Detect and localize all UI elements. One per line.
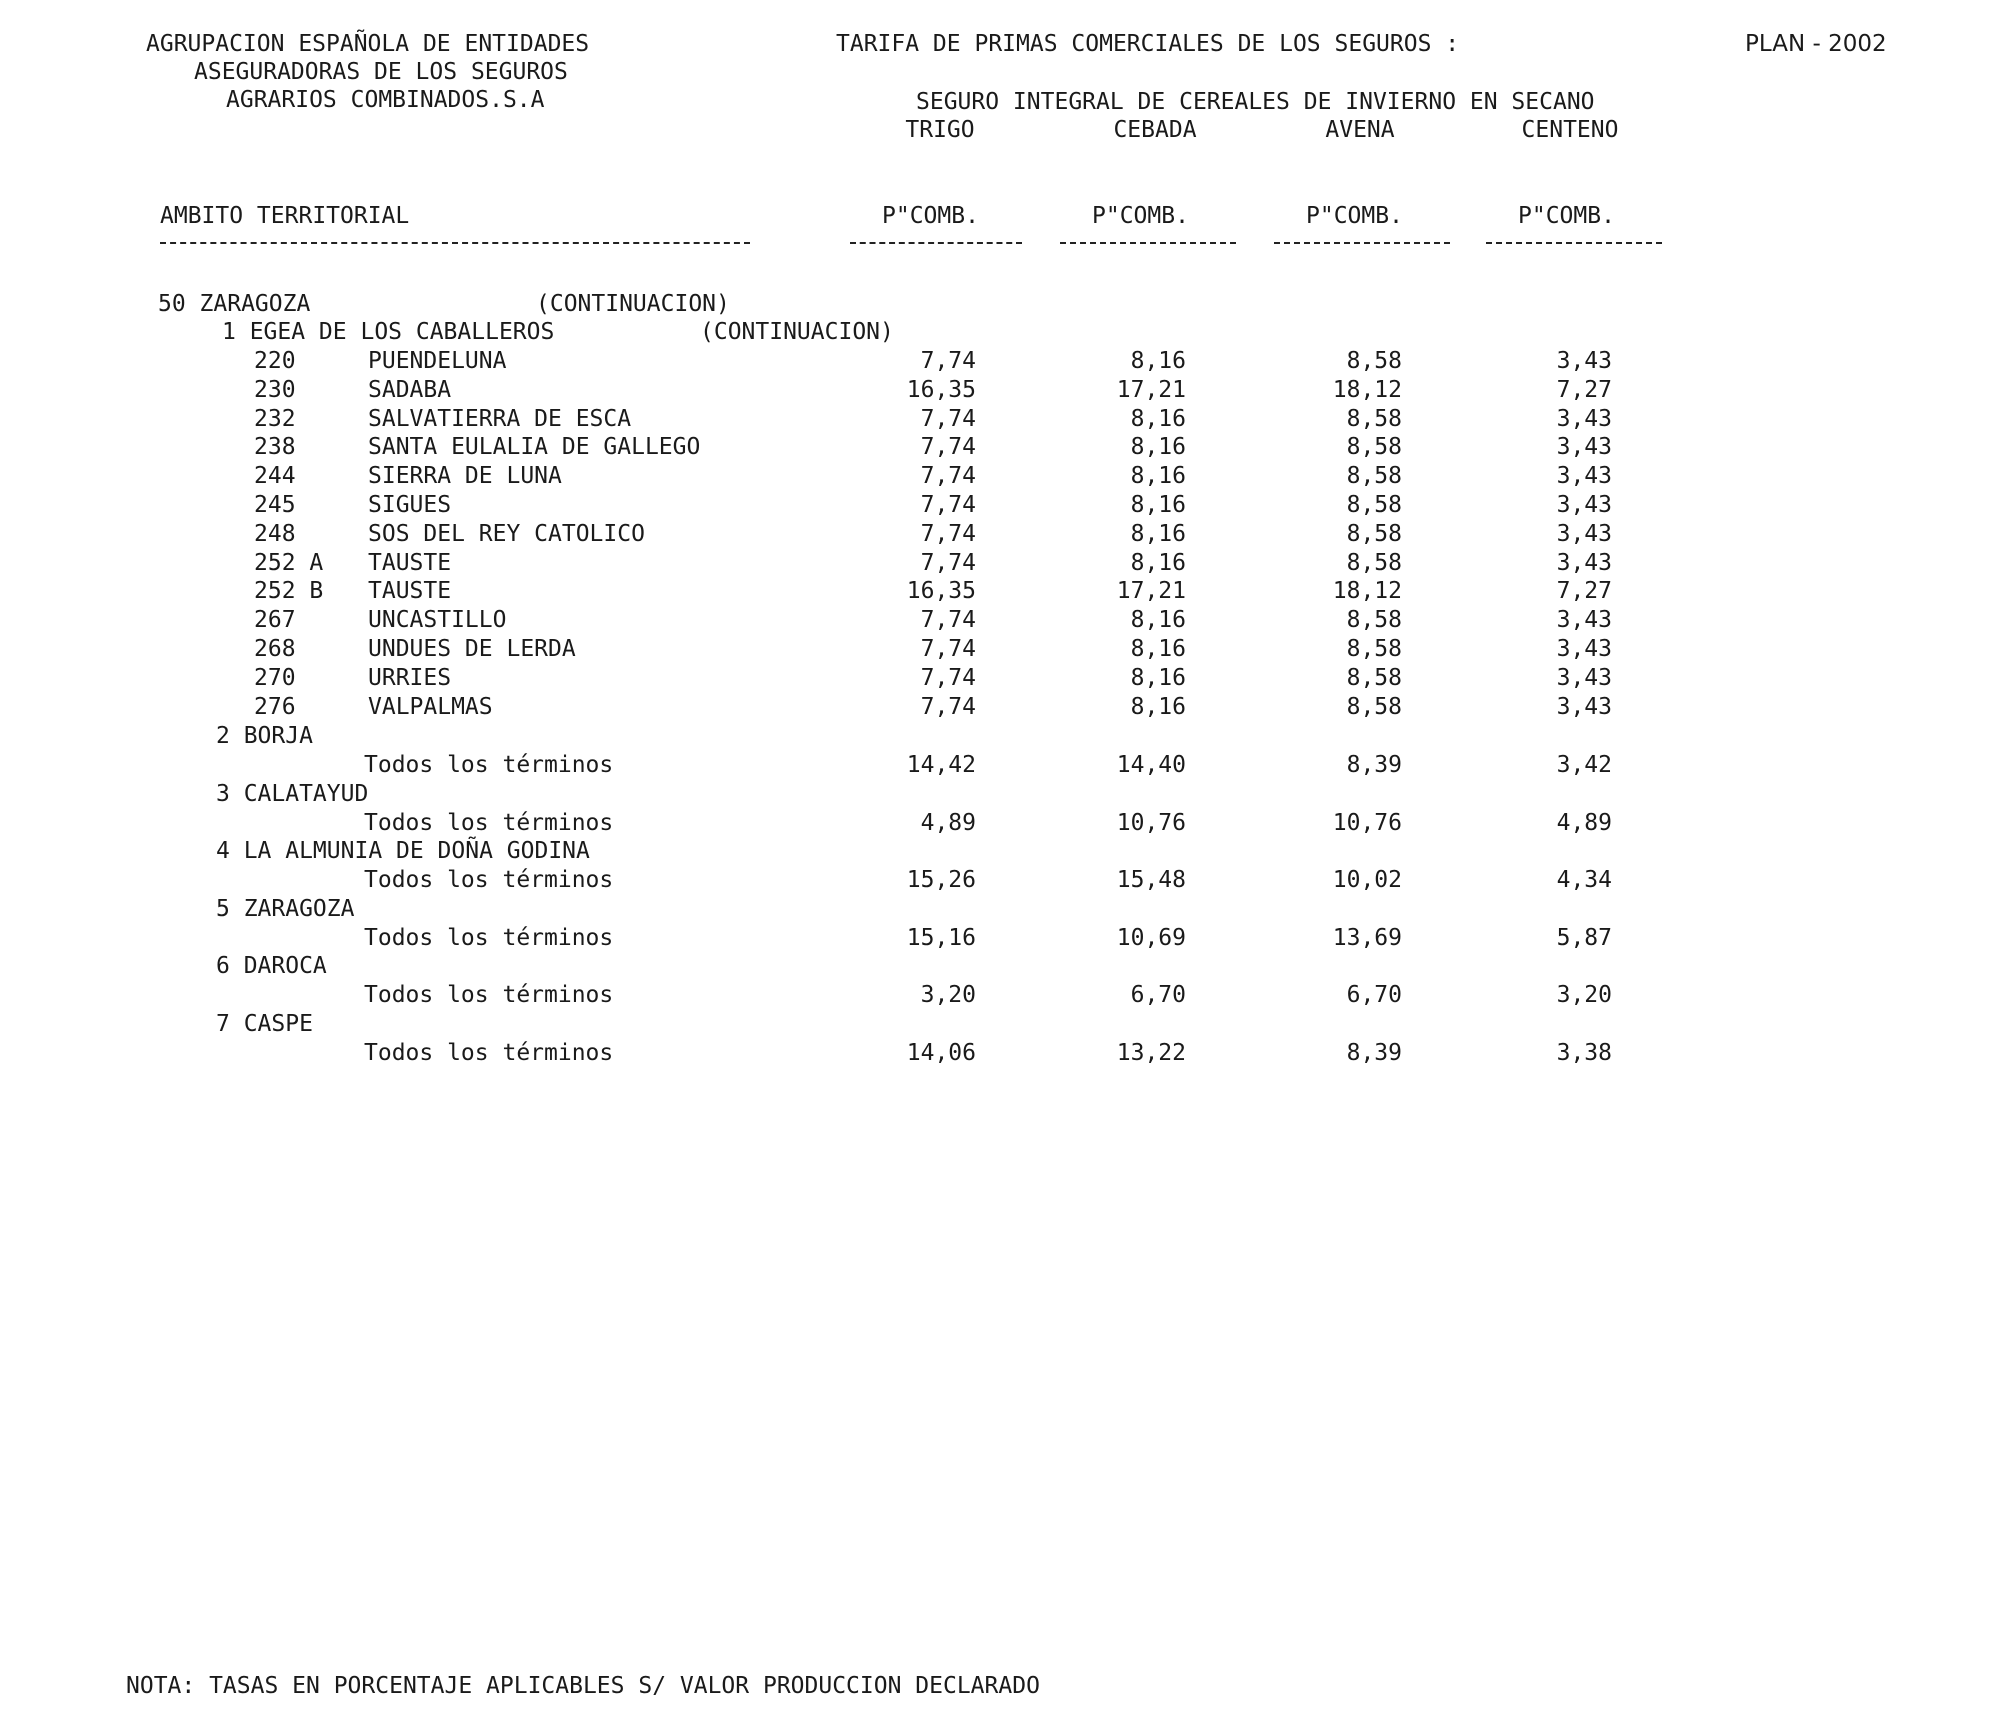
value-centeno: 3,43 xyxy=(1556,492,1612,518)
value-trigo: 7,74 xyxy=(920,665,976,691)
comarca-label: 2 BORJA xyxy=(216,723,313,749)
ambito-underline xyxy=(160,242,750,244)
value-trigo: 14,42 xyxy=(906,752,976,778)
value-avena: 10,76 xyxy=(1332,810,1402,836)
municipality-code: 245 xyxy=(254,492,296,518)
municipality-name: SIERRA DE LUNA xyxy=(368,463,562,489)
comarca-label: 6 DAROCA xyxy=(216,953,327,979)
value-centeno: 7,27 xyxy=(1556,377,1612,403)
tarifa-title: TARIFA DE PRIMAS COMERCIALES DE LOS SEGUROS : xyxy=(836,31,1460,57)
value-trigo: 15,16 xyxy=(906,925,976,951)
value-centeno: 3,43 xyxy=(1556,521,1612,547)
col-underline-centeno xyxy=(1486,242,1662,244)
value-avena: 8,39 xyxy=(1346,752,1402,778)
value-trigo: 16,35 xyxy=(906,578,976,604)
todos-terminos-label: Todos los términos xyxy=(364,867,614,893)
municipality-name: UNCASTILLO xyxy=(368,607,507,633)
value-centeno: 3,43 xyxy=(1556,463,1612,489)
value-centeno: 3,43 xyxy=(1556,434,1612,460)
comarca-label: 5 ZARAGOZA xyxy=(216,896,355,922)
col-underline-cebada xyxy=(1060,242,1236,244)
todos-terminos-label: Todos los términos xyxy=(364,810,614,836)
value-centeno: 7,27 xyxy=(1556,578,1612,604)
value-avena: 18,12 xyxy=(1332,578,1402,604)
value-cebada: 8,16 xyxy=(1130,665,1186,691)
todos-terminos-label: Todos los términos xyxy=(364,1040,614,1066)
municipality-code: 252 B xyxy=(254,578,324,604)
org-name-line1: AGRUPACION ESPAÑOLA DE ENTIDADES xyxy=(146,31,590,57)
comarca-label: 7 CASPE xyxy=(216,1011,313,1037)
ambito-header: AMBITO TERRITORIAL xyxy=(160,203,410,229)
municipality-name: SOS DEL REY CATOLICO xyxy=(368,521,645,547)
todos-terminos-label: Todos los términos xyxy=(364,925,614,951)
value-cebada: 8,16 xyxy=(1130,550,1186,576)
municipality-name: SALVATIERRA DE ESCA xyxy=(368,406,632,432)
municipality-code: 238 xyxy=(254,434,296,460)
crop-trigo: TRIGO xyxy=(905,117,975,143)
value-cebada: 13,22 xyxy=(1116,1040,1186,1066)
province-continuation: (CONTINUACION) xyxy=(536,291,730,317)
value-centeno: 3,20 xyxy=(1556,982,1612,1008)
value-avena: 8,58 xyxy=(1346,492,1402,518)
plan-label: PLAN - 2002 xyxy=(1745,31,1887,57)
value-cebada: 8,16 xyxy=(1130,463,1186,489)
value-avena: 8,58 xyxy=(1346,521,1402,547)
municipality-name: VALPALMAS xyxy=(368,694,493,720)
municipality-code: 267 xyxy=(254,607,296,633)
municipality-code: 232 xyxy=(254,406,296,432)
value-avena: 8,58 xyxy=(1346,607,1402,633)
todos-terminos-label: Todos los términos xyxy=(364,752,614,778)
value-centeno: 5,87 xyxy=(1556,925,1612,951)
comarca-1-continuation: (CONTINUACION) xyxy=(700,319,894,345)
crop-cebada: CEBADA xyxy=(1113,117,1197,143)
value-cebada: 8,16 xyxy=(1130,406,1186,432)
municipality-code: 230 xyxy=(254,377,296,403)
comarca-label: 4 LA ALMUNIA DE DOÑA GODINA xyxy=(216,838,590,864)
value-trigo: 7,74 xyxy=(920,607,976,633)
value-cebada: 10,69 xyxy=(1116,925,1186,951)
municipality-name: SIGUES xyxy=(368,492,452,518)
value-trigo: 14,06 xyxy=(906,1040,976,1066)
col-underline-trigo xyxy=(850,242,1022,244)
municipality-name: SADABA xyxy=(368,377,452,403)
municipality-name: TAUSTE xyxy=(368,578,452,604)
value-trigo: 7,74 xyxy=(920,492,976,518)
value-avena: 8,58 xyxy=(1346,694,1402,720)
value-avena: 18,12 xyxy=(1332,377,1402,403)
value-trigo: 7,74 xyxy=(920,434,976,460)
value-centeno: 3,43 xyxy=(1556,406,1612,432)
value-centeno: 3,42 xyxy=(1556,752,1612,778)
municipality-name: URRIES xyxy=(368,665,452,691)
municipality-code: 252 A xyxy=(254,550,324,576)
value-trigo: 7,74 xyxy=(920,463,976,489)
org-name-line2: ASEGURADORAS DE LOS SEGUROS xyxy=(194,59,568,85)
value-cebada: 17,21 xyxy=(1116,377,1186,403)
value-centeno: 4,34 xyxy=(1556,867,1612,893)
value-avena: 10,02 xyxy=(1332,867,1402,893)
crop-avena: AVENA xyxy=(1325,117,1395,143)
value-cebada: 8,16 xyxy=(1130,492,1186,518)
org-name-line3: AGRARIOS COMBINADOS.S.A xyxy=(226,87,545,113)
value-cebada: 8,16 xyxy=(1130,434,1186,460)
value-avena: 13,69 xyxy=(1332,925,1402,951)
value-avena: 8,58 xyxy=(1346,550,1402,576)
municipality-code: 276 xyxy=(254,694,296,720)
value-avena: 8,58 xyxy=(1346,463,1402,489)
comarca-label: 3 CALATAYUD xyxy=(216,781,369,807)
value-centeno: 3,43 xyxy=(1556,550,1612,576)
value-centeno: 3,43 xyxy=(1556,665,1612,691)
value-centeno: 3,43 xyxy=(1556,348,1612,374)
col-header-trigo: P"COMB. xyxy=(882,203,979,229)
seguro-title: SEGURO INTEGRAL DE CEREALES DE INVIERNO EN SECANO xyxy=(916,89,1595,115)
value-avena: 6,70 xyxy=(1346,982,1402,1008)
municipality-code: 270 xyxy=(254,665,296,691)
value-trigo: 7,74 xyxy=(920,694,976,720)
value-trigo: 7,74 xyxy=(920,348,976,374)
value-avena: 8,58 xyxy=(1346,665,1402,691)
value-trigo: 3,20 xyxy=(920,982,976,1008)
value-cebada: 17,21 xyxy=(1116,578,1186,604)
value-centeno: 4,89 xyxy=(1556,810,1612,836)
municipality-code: 248 xyxy=(254,521,296,547)
value-trigo: 4,89 xyxy=(920,810,976,836)
value-cebada: 10,76 xyxy=(1116,810,1186,836)
value-centeno: 3,43 xyxy=(1556,694,1612,720)
col-header-avena: P"COMB. xyxy=(1306,203,1403,229)
value-cebada: 8,16 xyxy=(1130,348,1186,374)
value-trigo: 15,26 xyxy=(906,867,976,893)
comarca-1-label: 1 EGEA DE LOS CABALLEROS xyxy=(222,319,555,345)
value-centeno: 3,38 xyxy=(1556,1040,1612,1066)
municipality-code: 244 xyxy=(254,463,296,489)
value-avena: 8,58 xyxy=(1346,348,1402,374)
crop-centeno: CENTENO xyxy=(1521,117,1619,143)
value-cebada: 14,40 xyxy=(1116,752,1186,778)
col-underline-avena xyxy=(1274,242,1450,244)
value-centeno: 3,43 xyxy=(1556,636,1612,662)
value-trigo: 7,74 xyxy=(920,406,976,432)
value-avena: 8,39 xyxy=(1346,1040,1402,1066)
value-trigo: 7,74 xyxy=(920,550,976,576)
municipality-name: SANTA EULALIA DE GALLEGO xyxy=(368,434,701,460)
value-cebada: 6,70 xyxy=(1130,982,1186,1008)
municipality-name: TAUSTE xyxy=(368,550,452,576)
municipality-name: UNDUES DE LERDA xyxy=(368,636,576,662)
value-trigo: 7,74 xyxy=(920,636,976,662)
value-trigo: 16,35 xyxy=(906,377,976,403)
value-cebada: 8,16 xyxy=(1130,521,1186,547)
col-header-centeno: P"COMB. xyxy=(1518,203,1615,229)
value-cebada: 15,48 xyxy=(1116,867,1186,893)
value-avena: 8,58 xyxy=(1346,434,1402,460)
value-avena: 8,58 xyxy=(1346,636,1402,662)
todos-terminos-label: Todos los términos xyxy=(364,982,614,1008)
municipality-code: 268 xyxy=(254,636,296,662)
value-avena: 8,58 xyxy=(1346,406,1402,432)
value-trigo: 7,74 xyxy=(920,521,976,547)
col-header-cebada: P"COMB. xyxy=(1092,203,1189,229)
footer-note: NOTA: TASAS EN PORCENTAJE APLICABLES S/ VALOR PRODUCCION DECLARADO xyxy=(126,1673,1040,1699)
municipality-code: 220 xyxy=(254,348,296,374)
value-cebada: 8,16 xyxy=(1130,636,1186,662)
province-label: 50 ZARAGOZA xyxy=(158,291,311,317)
value-cebada: 8,16 xyxy=(1130,694,1186,720)
value-cebada: 8,16 xyxy=(1130,607,1186,633)
value-centeno: 3,43 xyxy=(1556,607,1612,633)
municipality-name: PUENDELUNA xyxy=(368,348,507,374)
